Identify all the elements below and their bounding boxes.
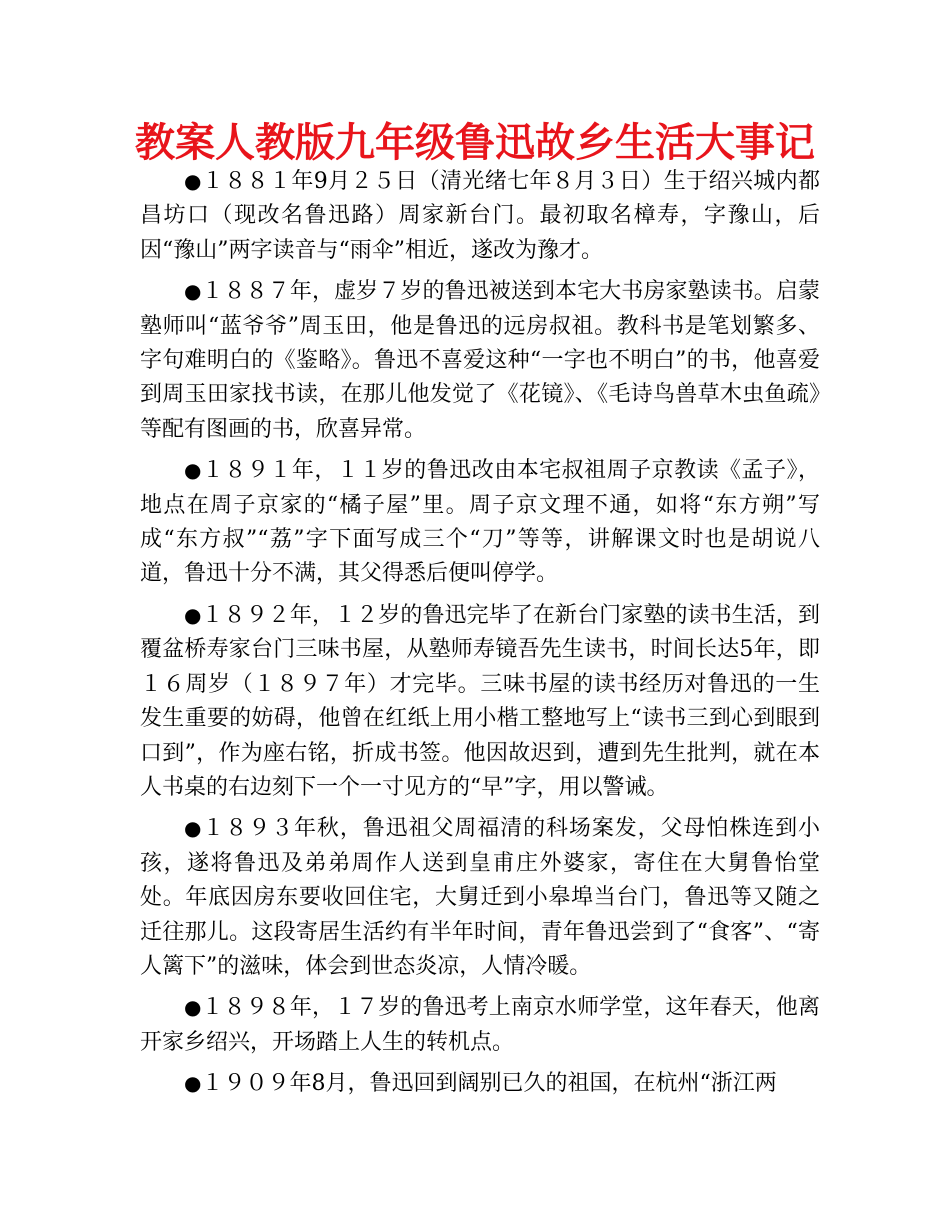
paragraph-text: １９０９年8月，鲁迅回到阔别已久的祖国，在杭州“浙江两 bbox=[201, 1071, 777, 1097]
paragraph-text: １８８７年，虚岁７岁的鲁迅被送到本宅大书房家塾读书。启蒙塾师叫“蓝爷爷”周玉田，他是鲁迅的远房叔祖。教科书是笔划繁多、字句难明白的《鉴略》。鲁迅不喜爱这种“一字也不明白”的书，他喜爱到周玉田家找书读，在那儿他发觉了《花镜》、《毛诗鸟兽草木虫鱼疏》等配有图画的书，欣喜异常。 bbox=[140, 279, 820, 442]
paragraph-1881 bbox=[140, 164, 820, 268]
paragraph-1892 bbox=[140, 598, 820, 805]
document-body bbox=[140, 164, 820, 1108]
bullet-icon: ● bbox=[184, 1071, 202, 1096]
paragraph-1893 bbox=[140, 811, 820, 984]
bullet-icon: ● bbox=[184, 458, 202, 483]
bullet-icon: ● bbox=[184, 602, 202, 627]
paragraph-1887 bbox=[140, 274, 820, 447]
paragraph-text: １８９１年，１１岁的鲁迅改由本宅叔祖周子京教读《孟子》，地点在周子京家的“橘子屋”里。周子京文理不通，如将“东方朔”写成“东方叔”“荔”字下面写成三个“刀”等等，讲解课文时也是胡说八道，鲁迅十分不满，其父得悉后便叫停学。 bbox=[140, 458, 820, 587]
paragraph-text: １８９３年秋，鲁迅祖父周福清的科场案发，父母怕株连到小孩，遂将鲁迅及弟弟周作人送到皇甫庄外婆家，寄住在大舅鲁怡堂处。年底因房东要收回住宅，大舅迁到小皋埠当台门，鲁迅等又随之迁往那儿。这段寄居生活约有半年时间，青年鲁迅尝到了“食客”、“寄人篱下”的滋味，体会到世态炎凉，人情冷暖。 bbox=[140, 816, 820, 979]
paragraph-text: １８９２年，１２岁的鲁迅完毕了在新台门家塾的读书生活，到覆盆桥寿家台门三味书屋，从塾师寿镜吾先生读书，时间长达5年，即１６周岁（１８９７年）才完毕。三味书屋的读书经历对鲁迅的一生发生重要的妨碍，他曾在红纸上用小楷工整地写上“读书三到心到眼到口到”，作为座右铭，折成书签。他因故迟到，遭到先生批判，就在本人书桌的右边刻下一个一寸见方的“早”字，用以警诫。 bbox=[140, 602, 820, 800]
paragraph-1898 bbox=[140, 990, 820, 1060]
paragraph-text: １８８１年9月２５日（清光绪七年８月３日）生于绍兴城内都昌坊口（现改名鲁迅路）周家新台门。最初取名樟寿，字豫山，后因“豫山”两字读音与“雨伞”相近，遂改为豫才。 bbox=[140, 169, 820, 263]
bullet-icon: ● bbox=[184, 995, 202, 1020]
bullet-icon: ● bbox=[184, 169, 202, 193]
paragraph-1909 bbox=[140, 1066, 820, 1101]
paragraph-text: １８９８年，１７岁的鲁迅考上南京水师学堂，这年春天，他离开家乡绍兴，开场踏上人生的转机点。 bbox=[140, 995, 820, 1055]
bullet-icon: ● bbox=[184, 816, 203, 841]
paragraph-1891 bbox=[140, 453, 820, 592]
bullet-icon: ● bbox=[184, 279, 202, 304]
document-title: 教案人教版九年级鲁迅故乡生活大事记 bbox=[135, 120, 815, 166]
